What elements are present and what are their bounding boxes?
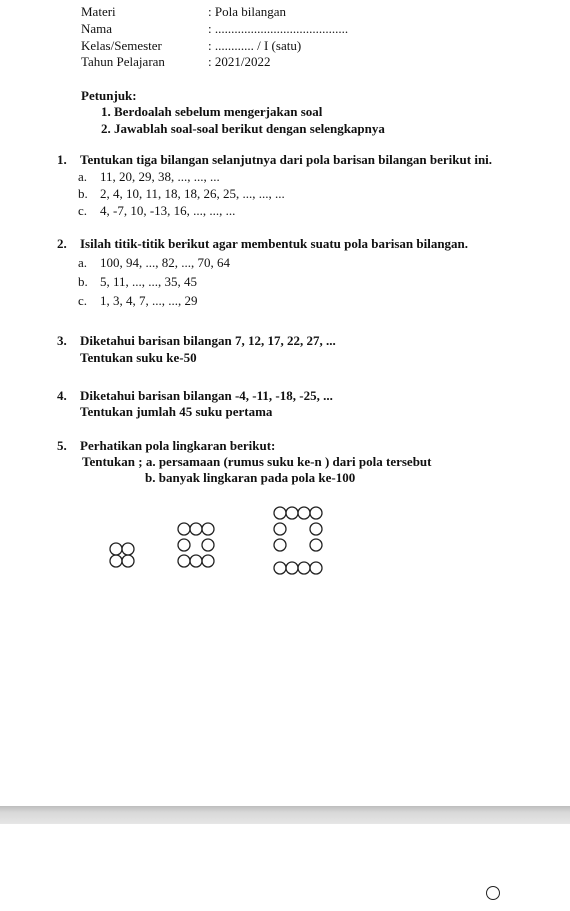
question-text: Perhatikan pola lingkaran berikut: [80,438,276,453]
question-text: Tentukan ; a. persamaan (rumus suku ke-n ) dari pola tersebut [82,454,432,469]
pattern-3 [274,507,322,574]
question-number: 5. [57,438,67,453]
home-circle-icon[interactable] [486,886,500,900]
header-value-tahun: : 2021/2022 [208,54,271,69]
question-text: Tentukan jumlah 45 suku pertama [80,404,273,419]
sub-text: 100, 94, ..., 82, ..., 70, 64 [100,255,230,270]
instruction-item: 2. Jawablah soal-soal berikut dengan selengkapnya [101,121,385,136]
question-text: Tentukan tiga bilangan selanjutnya dari pola barisan bilangan berikut ini. [80,152,493,167]
sub-text: 5, 11, ..., ..., 35, 45 [100,274,198,289]
header-value-nama: : ......................................... [208,21,349,36]
sub-text: 4, -7, 10, -13, 16, ..., ..., ... [100,203,236,218]
pattern-2 [178,523,214,567]
question-number: 1. [57,152,67,167]
header-value-kelas: : ............ / I (satu) [208,38,302,53]
instruction-item: 1. Berdoalah sebelum mengerjakan soal [101,104,323,119]
question-number: 4. [57,388,67,403]
header-label-materi: Materi [81,4,116,19]
page-divider [0,806,570,824]
question-number: 3. [57,333,67,348]
sub-letter: b. [78,274,88,289]
header-label-tahun: Tahun Pelajaran [81,54,165,69]
sub-letter: a. [78,169,88,184]
sub-text: 2, 4, 10, 11, 18, 18, 26, 25, ..., ..., ... [100,186,285,201]
sub-text: 1, 3, 4, 7, ..., ..., 29 [100,293,198,308]
sub-letter: c. [78,293,88,308]
pattern-1 [110,543,134,567]
header-label-kelas: Kelas/Semester [81,38,162,53]
sub-letter: b. [78,186,88,201]
circle-pattern-figure [100,500,350,580]
instructions-title: Petunjuk: [81,88,137,103]
header-label-nama: Nama [81,21,113,36]
sub-letter: a. [78,255,88,270]
question-number: 2. [57,236,67,251]
sub-text: 11, 20, 29, 38, ..., ..., ... [100,169,220,184]
question-text: Diketahui barisan bilangan -4, -11, -18, -25, ... [80,388,333,403]
question-text: b. banyak lingkaran pada pola ke-100 [145,470,356,485]
question-text: Isilah titik-titik berikut agar membentuk suatu pola barisan bilangan. [80,236,469,251]
question-text: Diketahui barisan bilangan 7, 12, 17, 22, 27, ... [80,333,336,348]
header-value-materi: : Pola bilangan [208,4,286,19]
question-text: Tentukan suku ke-50 [80,350,197,365]
sub-letter: c. [78,203,88,218]
